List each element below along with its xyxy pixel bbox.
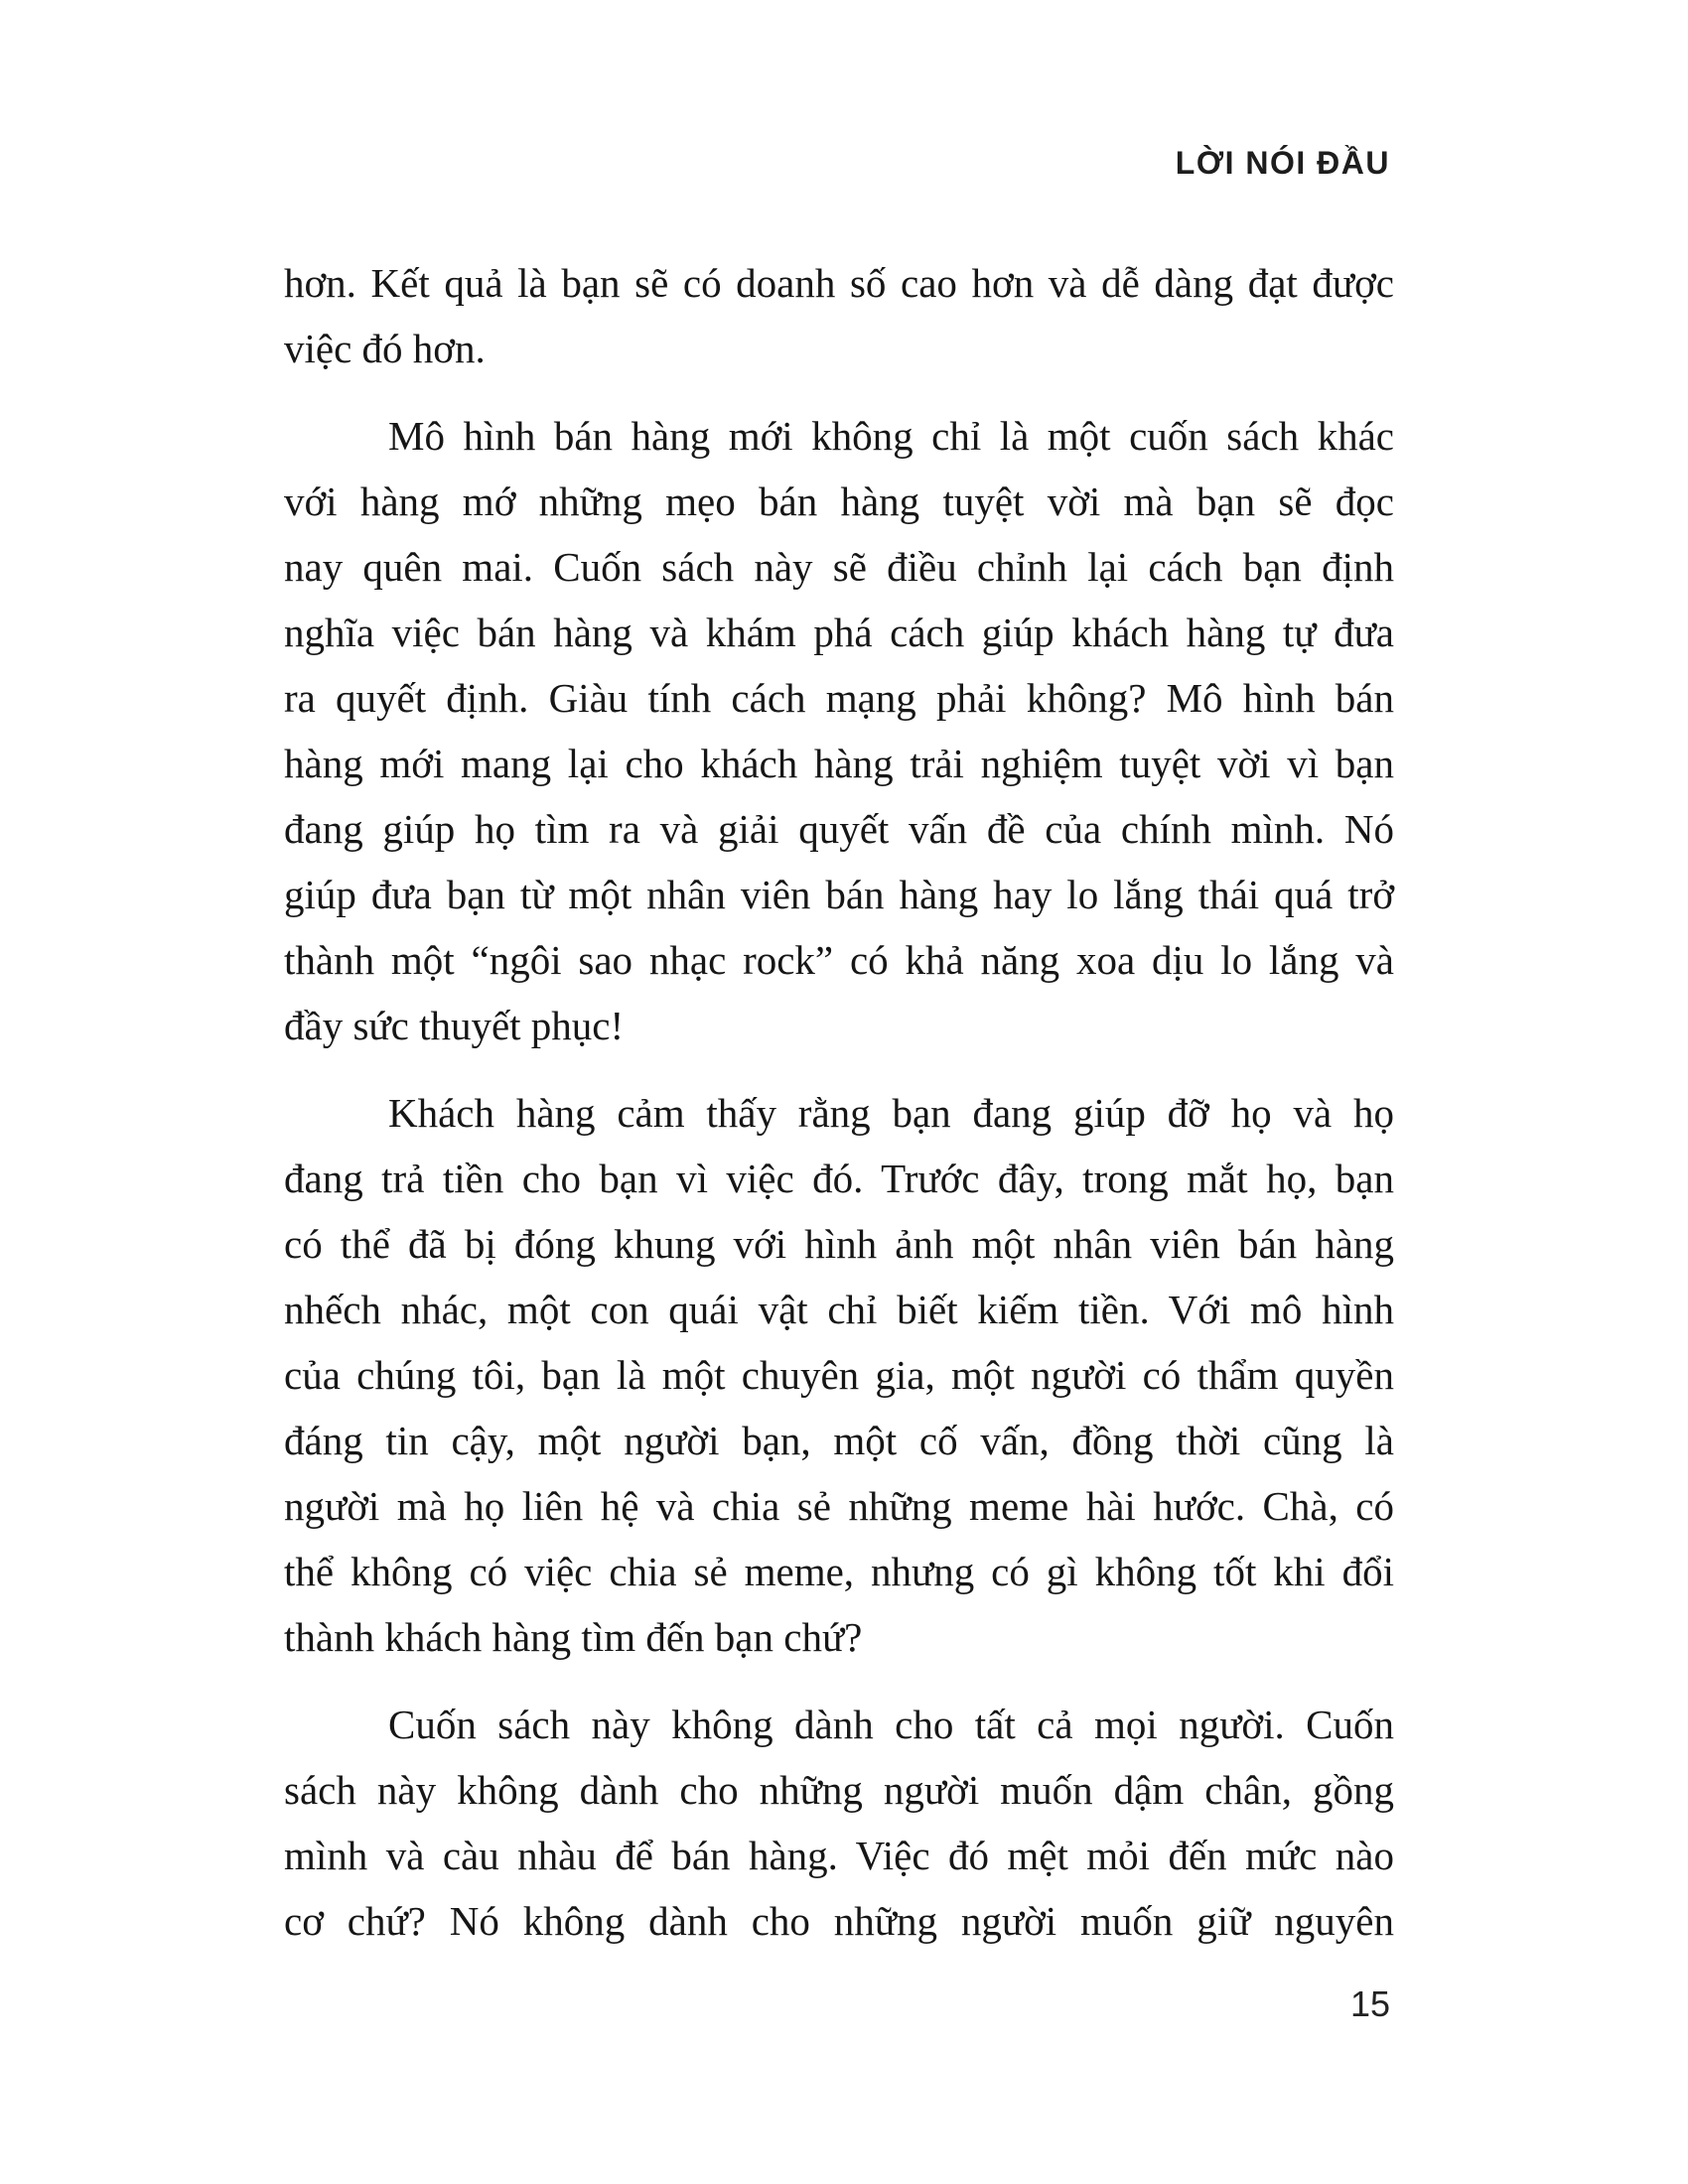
text-line: hàng mới mang lại cho khách hàng trải nghiệm tuyệt vời vì bạn — [284, 741, 1394, 786]
text-line: thể không có việc chia sẻ meme, nhưng có gì không tốt khi đổi — [284, 1549, 1394, 1594]
text-line: mình và càu nhàu để bán hàng. Việc đó mệt mỏi đến mức nào — [284, 1833, 1394, 1878]
text-line: đang trả tiền cho bạn vì việc đó. Trước đây, trong mắt họ, bạn — [284, 1156, 1394, 1201]
text-line: sách này không dành cho những người muốn dậm chân, gồng — [284, 1767, 1394, 1813]
text-line: nhếch nhác, một con quái vật chỉ biết kiếm tiền. Với mô hình — [284, 1287, 1394, 1332]
paragraph — [284, 250, 1394, 381]
running-header: LỜI NÓI ĐẦU — [1175, 145, 1390, 181]
text-line: ra quyết định. Giàu tính cách mạng phải không? Mô hình bán — [284, 675, 1394, 721]
text-line: Cuốn sách này không dành cho tất cả mọi người. Cuốn — [388, 1702, 1394, 1747]
text-line: hơn. Kết quả là bạn sẽ có doanh số cao hơn và dễ dàng đạt được — [284, 260, 1394, 306]
text-line: đầy sức thuyết phục! — [284, 1003, 625, 1048]
text-line: Khách hàng cảm thấy rằng bạn đang giúp đỡ họ và họ — [388, 1090, 1394, 1136]
paragraph — [284, 1692, 1394, 1954]
text-line: nghĩa việc bán hàng và khám phá cách giúp khách hàng tự đưa — [284, 610, 1394, 655]
paragraph — [284, 403, 1394, 1058]
text-line: nay quên mai. Cuốn sách này sẽ điều chỉnh lại cách bạn định — [284, 544, 1394, 590]
text-line: thành một “ngôi sao nhạc rock” có khả năng xoa dịu lo lắng và — [284, 937, 1394, 983]
text-line: giúp đưa bạn từ một nhân viên bán hàng hay lo lắng thái quá trở — [284, 872, 1394, 917]
text-line: người mà họ liên hệ và chia sẻ những meme hài hước. Chà, có — [284, 1483, 1394, 1529]
text-line: cơ chứ? Nó không dành cho những người muốn giữ nguyên — [284, 1898, 1394, 1944]
page-number: 15 — [1349, 1983, 1390, 2024]
text-line: có thể đã bị đóng khung với hình ảnh một nhân viên bán hàng — [284, 1221, 1394, 1267]
body-text — [284, 250, 1394, 1954]
text-line: với hàng mớ những mẹo bán hàng tuyệt vời mà bạn sẽ đọc — [284, 478, 1394, 524]
text-line: thành khách hàng tìm đến bạn chứ? — [284, 1614, 863, 1660]
paragraph — [284, 1080, 1394, 1670]
text-line: đang giúp họ tìm ra và giải quyết vấn đề của chính mình. Nó — [284, 806, 1394, 852]
text-line: của chúng tôi, bạn là một chuyên gia, một người có thẩm quyền — [284, 1352, 1394, 1398]
text-line: việc đó hơn. — [284, 326, 486, 371]
text-line: đáng tin cậy, một người bạn, một cố vấn, đồng thời cũng là — [284, 1418, 1394, 1463]
text-line: Mô hình bán hàng mới không chỉ là một cuốn sách khác — [388, 413, 1394, 459]
